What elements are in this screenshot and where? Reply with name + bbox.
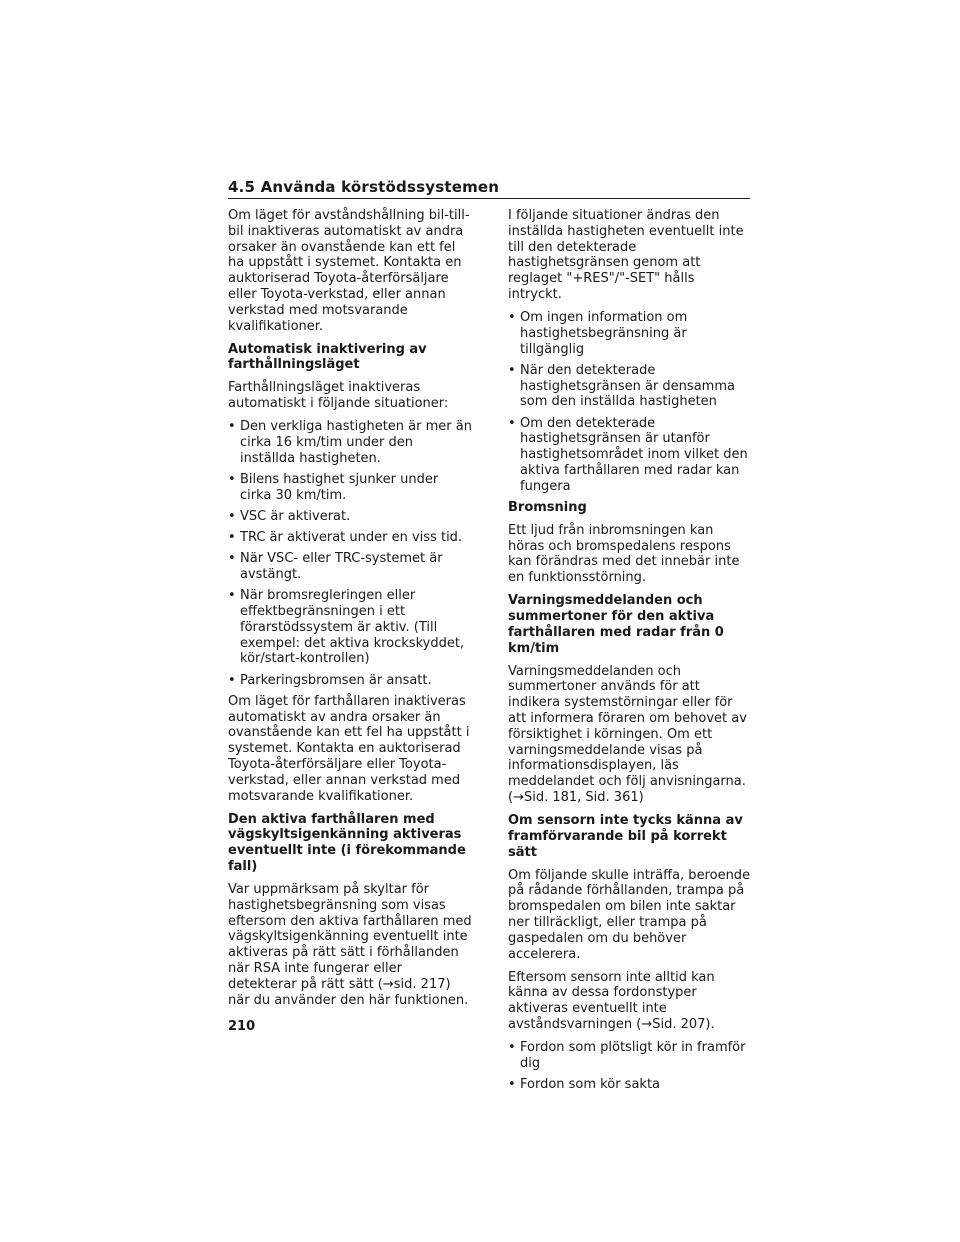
paragraph: Farthållningsläget inaktiveras automatiskt i följande situationer:: [228, 380, 449, 412]
bullet-icon: •: [228, 508, 236, 524]
bullet-icon: •: [228, 419, 236, 435]
paragraph: Var uppmärksam på skyltar för hastighetsbegränsning som visas eftersom den aktiva farthållaren med vägskyltsigenkänning eventuellt inte aktiveras på rätt sätt i förhållanden när RSA inte fungerar eller detekterar på rätt sätt (→sid. 217) när du använder den här funktionen.: [228, 881, 472, 1008]
list-item: [228, 472, 472, 504]
bullet-icon: •: [508, 362, 516, 378]
paragraph: Om följande skulle inträffa, beroende på rådande förhållanden, trampa på bromspedalen om bilen inte saktar ner tillräckligt, eller trampa på gaspedalen om du behöver accelerera.: [508, 867, 751, 962]
list-item-text: Om ingen information om hastighetsbegränsning är tillgänglig: [520, 309, 688, 357]
list-item: [508, 416, 752, 495]
bullet-icon: •: [228, 471, 236, 487]
bullet-icon: •: [508, 1039, 516, 1055]
list-item-text: Den verkliga hastigheten är mer än cirka 16 km/tim under den inställda hastigheten.: [240, 419, 472, 466]
list-item-text: Parkeringsbromsen är ansatt.: [240, 672, 432, 688]
list-item: [228, 509, 472, 525]
list-item: [508, 1077, 752, 1093]
subheading: Den aktiva farthållaren med vägskyltsigenkänning aktiveras eventuellt inte (i förekommande fall): [228, 811, 466, 874]
list-item: [508, 1040, 752, 1072]
subheading: Bromsning: [508, 499, 587, 515]
list-item-text: Om den detekterade hastighetsgränsen är utanför hastighetsområdet inom vilket den aktiva farthållaren med radar kan fungera: [520, 415, 748, 494]
page-number: 210: [228, 1019, 256, 1034]
left-column: [228, 208, 472, 1016]
paragraph: Ett ljud från inbromsningen kan höras och bromspedalens respons kan förändras med det innebär inte en funktionsstörning.: [508, 522, 740, 586]
bullet-icon: •: [228, 588, 236, 604]
list-item: [228, 551, 472, 583]
subheading: Automatisk inaktivering av farthållningsläget: [228, 341, 427, 373]
list-item-text: När VSC- eller TRC-systemet är avstängt.: [240, 551, 443, 583]
paragraph: Varningsmeddelanden och summertoner används för att indikera systemstörningar eller för att informera föraren om behovet av försiktighet i körningen. Om ett varningsmeddelande visas på informationsdisplayen, läs meddelandet och följ anvisningarna. (→Sid. 181, Sid. 361): [508, 663, 747, 806]
section-title: 4.5 Använda körstödssystemen: [228, 178, 500, 196]
list-item-text: VSC är aktiverat.: [240, 508, 351, 524]
list-item: [508, 363, 752, 410]
list-item: [228, 673, 472, 689]
list-item-text: Fordon som plötsligt kör in framför dig: [520, 1039, 746, 1071]
bullet-icon: •: [228, 551, 236, 567]
bullet-icon: •: [228, 672, 236, 688]
paragraph: Om läget för avståndshållning bil-till-bil inaktiveras automatiskt av andra orsaker än ovanstående kan ett fel ha uppstått i systemet. Kontakta en auktoriserad Toyota-återförsäljare eller Toyota-verkstad, eller annan verkstad med motsvarande kvalifikationer.: [228, 208, 470, 334]
list-item: [228, 419, 472, 466]
paragraph: Eftersom sensorn inte alltid kan känna av dessa fordonstyper aktiveras eventuellt inte avståndsvarningen (→Sid. 207).: [508, 969, 715, 1032]
list-item-text: När den detekterade hastighetsgränsen är densamma som den inställda hastigheten: [520, 362, 735, 410]
bullet-icon: •: [228, 530, 236, 546]
paragraph: I följande situationer ändras den inställda hastigheten eventuellt inte till den detekterade hastighetsgränsen genom att reglaget "+RES"/"-SET" hålls intryckt.: [508, 208, 744, 302]
list-item: [228, 588, 472, 667]
bullet-icon: •: [508, 309, 516, 325]
subheading: Om sensorn inte tycks känna av framförvarande bil på korrekt sätt: [508, 813, 743, 860]
list-item-text: Fordon som kör sakta: [520, 1076, 661, 1092]
paragraph: Om läget för farthållaren inaktiveras automatiskt av andra orsaker än ovanstående kan ett fel ha uppstått i systemet. Kontakta en auktoriserad Toyota-återförsäljare eller Toyota-verkstad, eller annan verkstad med motsvarande kvalifikationer.: [228, 693, 470, 804]
right-column: [508, 208, 752, 1098]
list-item-text: TRC är aktiverat under en viss tid.: [240, 530, 463, 546]
list-item: [228, 530, 472, 546]
list-item: [508, 310, 752, 357]
bullet-icon: •: [508, 1076, 516, 1092]
list-item-text: Bilens hastighet sjunker under cirka 30 km/tim.: [240, 471, 439, 503]
section-header: [228, 178, 750, 199]
subheading: Varningsmeddelanden och summertoner för den aktiva farthållaren med radar från 0 km/tim: [508, 593, 724, 656]
list-item-text: När bromsregleringen eller effektbegränsningen i ett förarstödssystem är aktiv. (Till exempel: det aktiva krockskyddet, kör/start-kontrollen): [240, 588, 465, 667]
bullet-icon: •: [508, 415, 516, 431]
